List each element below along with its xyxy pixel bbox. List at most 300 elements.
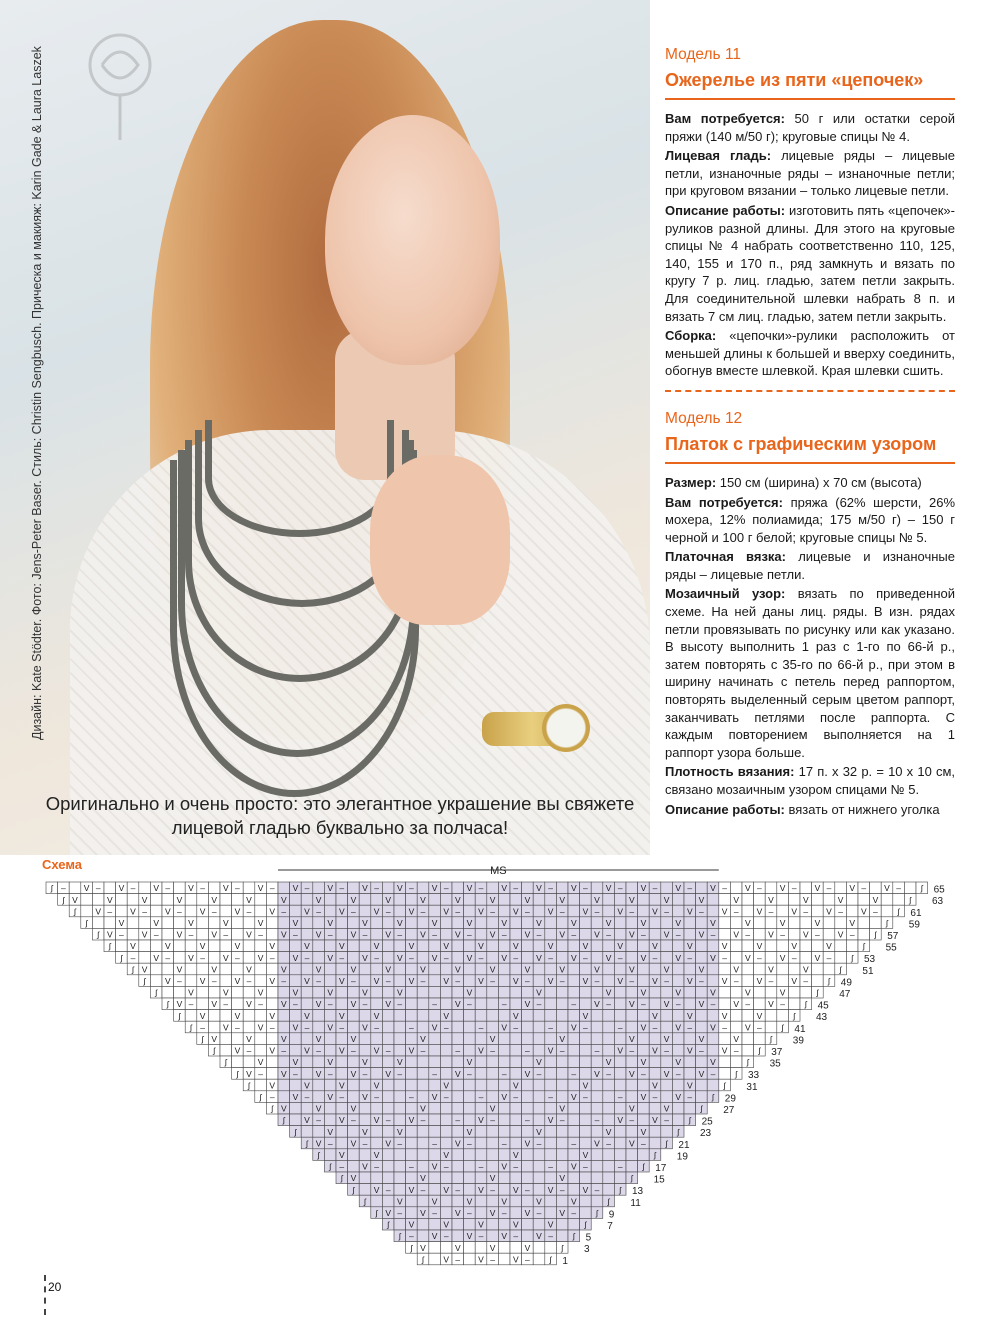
chart-cell	[730, 1021, 742, 1033]
chart-cell	[580, 1172, 592, 1184]
chart-cell	[382, 952, 394, 964]
chart-symbol: V	[454, 1068, 461, 1079]
chart-symbol: –	[374, 1092, 379, 1102]
chart-cell	[243, 1056, 255, 1068]
chart-symbol: V	[420, 1208, 426, 1218]
chart-symbol: ʃ	[282, 1115, 285, 1126]
chart-cell	[661, 917, 673, 929]
chart-cell	[661, 952, 673, 964]
chart-symbol: –	[757, 883, 762, 894]
chart-symbol: ʃ	[375, 1208, 378, 1218]
chart-cell	[417, 1091, 429, 1103]
chart-cell	[475, 1137, 487, 1149]
chart-symbol: V	[362, 1126, 368, 1137]
chart-cell	[672, 940, 684, 952]
chart-symbol: V	[350, 999, 357, 1010]
chart-symbol: V	[211, 894, 218, 905]
chart-symbol: V	[686, 1080, 693, 1091]
chart-cell	[742, 1033, 754, 1045]
chart-cell	[336, 986, 348, 998]
chart-symbol: V	[304, 1115, 310, 1126]
chart-cell	[382, 1021, 394, 1033]
chart-symbol: V	[188, 883, 194, 894]
row-number: 35	[769, 1058, 781, 1070]
chart-symbol: –	[269, 1092, 275, 1102]
chart-cell	[382, 1149, 394, 1161]
chart-symbol: V	[559, 1173, 566, 1184]
chart-cell	[591, 1126, 603, 1138]
chart-cell	[684, 928, 696, 940]
chart-symbol: V	[733, 1034, 740, 1044]
chart-cell	[394, 1021, 406, 1033]
chart-cell	[603, 1021, 615, 1033]
chart-symbol: –	[583, 952, 588, 963]
chart-cell	[556, 1068, 568, 1080]
chart-cell	[626, 1021, 638, 1033]
chart-cell	[591, 1033, 603, 1045]
chart-symbol: V	[176, 964, 183, 975]
chart-symbol: V	[269, 941, 276, 952]
chart-symbol: –	[490, 906, 495, 917]
chart-cell	[359, 905, 371, 917]
chart-symbol: V	[663, 999, 670, 1010]
chart-symbol: –	[293, 1068, 298, 1079]
chart-symbol: V	[396, 987, 403, 998]
chart-cell	[568, 963, 580, 975]
chart-cell	[765, 882, 777, 894]
chart-cell	[545, 986, 557, 998]
chart-cell	[440, 1068, 452, 1080]
chart-symbol: V	[443, 906, 450, 917]
chart-symbol: V	[292, 952, 299, 963]
chart-symbol: V	[304, 976, 310, 986]
chart-cell	[220, 975, 232, 987]
chart-symbol: V	[559, 894, 566, 905]
chart-symbol: V	[779, 952, 786, 963]
chart-symbol: V	[431, 1231, 438, 1242]
chart-symbol: V	[512, 976, 519, 986]
chart-cell	[162, 928, 174, 940]
chart-symbol: V	[524, 894, 531, 905]
chart-symbol: –	[258, 999, 263, 1010]
chart-cell	[754, 998, 766, 1010]
model12-paragraph	[665, 763, 955, 798]
chart-cell	[823, 928, 835, 940]
paragraph-text: «цепочки»-рулики расположить от меньшей длины к большей и вверху соединить, обогнув вместе шлевкой. Края шлевки сшить.	[665, 328, 955, 379]
chart-symbol: V	[756, 1010, 763, 1021]
chart-symbol: V	[373, 1184, 380, 1195]
chart-cell	[580, 894, 592, 906]
chart-cell	[638, 1079, 650, 1091]
chart-symbol: –	[304, 1022, 310, 1033]
chart-symbol: V	[501, 1092, 508, 1102]
chart-cell	[661, 1010, 673, 1022]
chart-symbol: V	[698, 1068, 705, 1079]
chart-cell	[452, 952, 464, 964]
chart-cell	[603, 1114, 615, 1126]
chart-cell	[406, 998, 418, 1010]
chart-symbol: –	[594, 1184, 600, 1195]
chart-symbol: V	[733, 999, 740, 1010]
chart-cell	[696, 1079, 708, 1091]
chart-symbol: –	[223, 929, 229, 940]
chart-cell	[556, 998, 568, 1010]
chart-symbol: V	[246, 929, 252, 940]
chart-symbol: V	[431, 883, 438, 894]
paragraph-label: Вам потребуется:	[665, 494, 783, 510]
chart-cell	[394, 1044, 406, 1056]
chart-cell	[800, 940, 812, 952]
chart-cell	[429, 1033, 441, 1045]
chart-cell	[429, 1102, 441, 1114]
chart-symbol: V	[454, 929, 461, 940]
chart-cell	[487, 1195, 499, 1207]
chart-cell	[440, 1033, 452, 1045]
chart-cell	[417, 1079, 429, 1091]
row-number: 33	[748, 1070, 760, 1082]
chart-symbol: V	[373, 941, 380, 952]
chart-symbol: V	[536, 883, 542, 894]
chart-cell	[777, 963, 789, 975]
chart-symbol: V	[489, 1173, 496, 1184]
chart-cell	[417, 1230, 429, 1242]
chart-symbol: ʃ	[654, 1150, 656, 1160]
chart-cell	[533, 1253, 545, 1265]
chart-cell	[649, 1126, 661, 1138]
paragraph-label: Мозаичный узор:	[665, 586, 786, 602]
chart-cell	[545, 1126, 557, 1138]
chart-symbol: –	[768, 906, 774, 917]
chart-symbol: V	[501, 1022, 508, 1033]
row-number: 15	[653, 1174, 665, 1186]
chart-symbol: –	[269, 1022, 275, 1033]
chart-symbol: V	[246, 1068, 252, 1079]
chart-symbol: ʃ	[688, 1115, 691, 1126]
chart-cell	[556, 882, 568, 894]
chart-cell	[371, 894, 383, 906]
chart-symbol: –	[629, 976, 635, 986]
chart-symbol: ʃ	[584, 1219, 587, 1230]
chart-cell	[371, 928, 383, 940]
chart-symbol: V	[338, 906, 345, 917]
chart-cell	[452, 986, 464, 998]
chart-symbol: V	[710, 952, 716, 963]
chart-symbol: V	[350, 929, 357, 940]
chart-cell	[324, 940, 336, 952]
chart-cell	[429, 1079, 441, 1091]
chart-symbol: V	[315, 1068, 322, 1079]
chart-symbol: V	[536, 987, 542, 998]
chart-cell	[313, 1126, 325, 1138]
chart-cell	[382, 882, 394, 894]
chart-cell	[243, 986, 255, 998]
chart-symbol: ʃ	[62, 894, 65, 905]
chart-symbol: ʃ	[190, 1022, 192, 1033]
chart-cell	[591, 1149, 603, 1161]
chart-symbol: –	[327, 1068, 333, 1079]
chart-cell	[324, 1114, 336, 1126]
chart-cell	[730, 952, 742, 964]
chart-symbol: V	[663, 1034, 670, 1044]
chart-symbol: V	[640, 1057, 647, 1068]
chart-symbol: V	[582, 1010, 589, 1021]
chart-cell	[719, 1033, 731, 1045]
chart-cell	[266, 998, 278, 1010]
chart-cell	[870, 917, 882, 929]
chart-cell	[452, 917, 464, 929]
chart-cell	[556, 1079, 568, 1091]
chart-cell	[858, 894, 870, 906]
chart-symbol: –	[443, 1231, 449, 1242]
paragraph-label: Описание работы:	[665, 202, 786, 218]
chart-symbol: –	[548, 952, 553, 963]
chart-symbol: V	[234, 1045, 241, 1056]
chart-symbol: V	[362, 883, 368, 894]
chart-symbol: V	[199, 1010, 206, 1021]
chart-symbol: –	[699, 1045, 704, 1056]
chart-symbol: –	[501, 1068, 507, 1079]
chart-symbol: –	[455, 906, 461, 917]
chart-cell	[174, 940, 186, 952]
chart-cell	[475, 1207, 487, 1219]
chart-symbol: –	[374, 1022, 379, 1033]
chart-cell	[440, 1044, 452, 1056]
model11-paragraph	[665, 327, 955, 380]
chart-symbol: –	[420, 906, 426, 917]
chart-cell	[591, 986, 603, 998]
chart-cell	[603, 1010, 615, 1022]
chart-symbol: V	[385, 929, 392, 940]
chart-symbol: –	[304, 1092, 310, 1102]
chart-cell	[533, 1184, 545, 1196]
chart-cell	[800, 882, 812, 894]
chart-symbol: –	[269, 883, 275, 894]
chart-cell	[475, 1068, 487, 1080]
chart-cell	[568, 1044, 580, 1056]
chart-cell	[266, 917, 278, 929]
chart-cell	[800, 917, 812, 929]
chart-cell	[406, 1195, 418, 1207]
chart-symbol: V	[327, 1057, 334, 1068]
chart-symbol: V	[710, 987, 716, 998]
chart-cell	[174, 882, 186, 894]
photo-hand	[370, 455, 510, 625]
chart-cell	[812, 963, 824, 975]
chart-symbol: ʃ	[723, 1080, 726, 1091]
chart-symbol: –	[455, 1184, 461, 1195]
chart-symbol: –	[641, 1068, 646, 1079]
section-divider	[665, 390, 955, 392]
chart-symbol: –	[316, 906, 321, 917]
chart-symbol: –	[420, 1045, 426, 1056]
chart-symbol: V	[698, 894, 705, 905]
chart-symbol: V	[675, 987, 682, 998]
chart-cell	[696, 1091, 708, 1103]
chart-symbol: V	[501, 1231, 508, 1242]
chart-cell	[429, 1114, 441, 1126]
chart-cell	[684, 998, 696, 1010]
chart-cell	[603, 1172, 615, 1184]
chart-cell	[348, 940, 360, 952]
chart-symbol: –	[559, 1045, 565, 1056]
chart-cell	[487, 917, 499, 929]
chart-cell	[487, 1230, 499, 1242]
chart-symbol: V	[744, 952, 751, 963]
chart-cell	[278, 986, 290, 998]
chart-symbol: V	[396, 952, 403, 963]
chart-cell	[359, 1184, 371, 1196]
chart-cell	[522, 1230, 534, 1242]
chart-cell	[394, 963, 406, 975]
chart-symbol: V	[802, 929, 809, 940]
chart-cell	[290, 1114, 302, 1126]
chart-symbol: V	[466, 1196, 473, 1207]
chart-cell	[464, 1021, 476, 1033]
chart-cell	[800, 986, 812, 998]
chart-cell	[475, 1102, 487, 1114]
chart-symbol: V	[710, 1057, 716, 1068]
chart-cell	[684, 917, 696, 929]
chart-cell	[533, 894, 545, 906]
chart-cell	[522, 1033, 534, 1045]
chart-cell	[475, 917, 487, 929]
chart-cell	[823, 894, 835, 906]
chart-symbol: V	[396, 1126, 403, 1137]
chart-symbol: ʃ	[364, 1196, 366, 1207]
chart-symbol: –	[281, 906, 287, 917]
chart-symbol: V	[373, 1045, 380, 1056]
chart-symbol: –	[536, 1068, 542, 1079]
chart-cell	[313, 1010, 325, 1022]
chart-cell	[348, 882, 360, 894]
chart-symbol: V	[466, 1231, 473, 1242]
row-number: 29	[724, 1093, 736, 1105]
chart-symbol: V	[547, 941, 554, 952]
chart-cell	[522, 1172, 534, 1184]
chart-symbol: –	[664, 1115, 669, 1126]
chart-symbol: ʃ	[410, 1242, 413, 1253]
chart-cell	[626, 986, 638, 998]
chart-symbol: ʃ	[630, 1173, 633, 1184]
chart-cell	[684, 1056, 696, 1068]
chart-cell	[765, 917, 777, 929]
chart-cell	[429, 1044, 441, 1056]
chart-cell	[800, 952, 812, 964]
chart-symbol: –	[351, 1115, 356, 1126]
chart-symbol: V	[582, 976, 589, 986]
chart-symbol: V	[408, 1115, 415, 1126]
chart-symbol: V	[617, 976, 624, 986]
chart-symbol: –	[467, 1138, 472, 1149]
chart-symbol: –	[258, 1068, 263, 1079]
chart-cell	[591, 1102, 603, 1114]
chart-cell	[545, 1079, 557, 1091]
chart-cell	[568, 1184, 580, 1196]
chart-symbol: V	[849, 918, 856, 928]
chart-cell	[568, 940, 580, 952]
chart-symbol: V	[686, 976, 693, 986]
chart-cell	[765, 952, 777, 964]
chart-symbol: V	[756, 976, 763, 986]
chart-symbol: –	[339, 952, 345, 963]
chart-symbol: ʃ	[213, 1045, 216, 1056]
chart-cell	[255, 894, 267, 906]
chart-cell	[336, 1056, 348, 1068]
chart-cell	[417, 952, 429, 964]
chart-symbol: V	[524, 999, 531, 1010]
chart-symbol: V	[512, 1184, 519, 1195]
chart-cell	[591, 1160, 603, 1172]
chart-cell	[707, 963, 719, 975]
chart-cell	[580, 1207, 592, 1219]
chart-cell	[429, 1253, 441, 1265]
chart-symbol: –	[455, 976, 461, 986]
chart-cell	[696, 917, 708, 929]
chart-symbol: V	[802, 964, 809, 975]
paragraph-text: 50 г или остатки серой пряжи (140 м/50 г); круговые спицы № 4.	[665, 111, 955, 144]
chart-symbol: V	[536, 952, 542, 963]
chart-cell	[452, 1010, 464, 1022]
chart-cell	[150, 894, 162, 906]
chart-cell	[510, 963, 522, 975]
chart-cell	[324, 975, 336, 987]
chart-symbol: V	[524, 964, 531, 975]
chart-symbol: V	[721, 976, 728, 986]
chart-symbol: –	[385, 1115, 391, 1126]
chart-cell	[545, 1242, 557, 1254]
chart-cell	[730, 882, 742, 894]
chart-symbol: V	[327, 883, 334, 894]
chart-symbol: V	[849, 883, 856, 894]
chart-symbol: –	[571, 1068, 577, 1079]
chart-symbol: V	[350, 1068, 357, 1079]
chart-symbol: V	[791, 976, 798, 986]
chart-symbol: V	[141, 964, 148, 975]
chart-cell	[417, 1149, 429, 1161]
chart-cell	[638, 894, 650, 906]
chart-cell	[208, 940, 220, 952]
chart-symbol: V	[582, 1150, 589, 1160]
chart-symbol: V	[280, 964, 287, 975]
chart-cell	[638, 1033, 650, 1045]
row-number: 57	[887, 931, 899, 942]
chart-cell	[707, 1010, 719, 1022]
chart-cell	[614, 1010, 626, 1022]
chart-cell	[429, 1056, 441, 1068]
chart-cell	[417, 1218, 429, 1230]
chart-cell	[580, 963, 592, 975]
chart-cell	[510, 1172, 522, 1184]
chart-cell	[568, 1056, 580, 1068]
chart-symbol: –	[281, 1045, 287, 1056]
chart-symbol: V	[721, 1010, 728, 1021]
chart-symbol: –	[432, 1208, 437, 1218]
chart-cell	[522, 1091, 534, 1103]
chart-cell	[475, 1149, 487, 1161]
chart-cell	[81, 894, 93, 906]
chart-symbol: –	[351, 976, 356, 986]
chart-symbol: –	[525, 906, 530, 917]
chart-symbol: –	[675, 929, 681, 940]
chart-cell	[498, 1242, 510, 1254]
chart-cell	[591, 940, 603, 952]
chart-cell	[719, 963, 731, 975]
chart-cell	[591, 1056, 603, 1068]
chart-cell	[371, 1137, 383, 1149]
chart-symbol: V	[420, 894, 426, 905]
row-number: 39	[792, 1035, 804, 1047]
chart-symbol: V	[280, 1068, 287, 1079]
